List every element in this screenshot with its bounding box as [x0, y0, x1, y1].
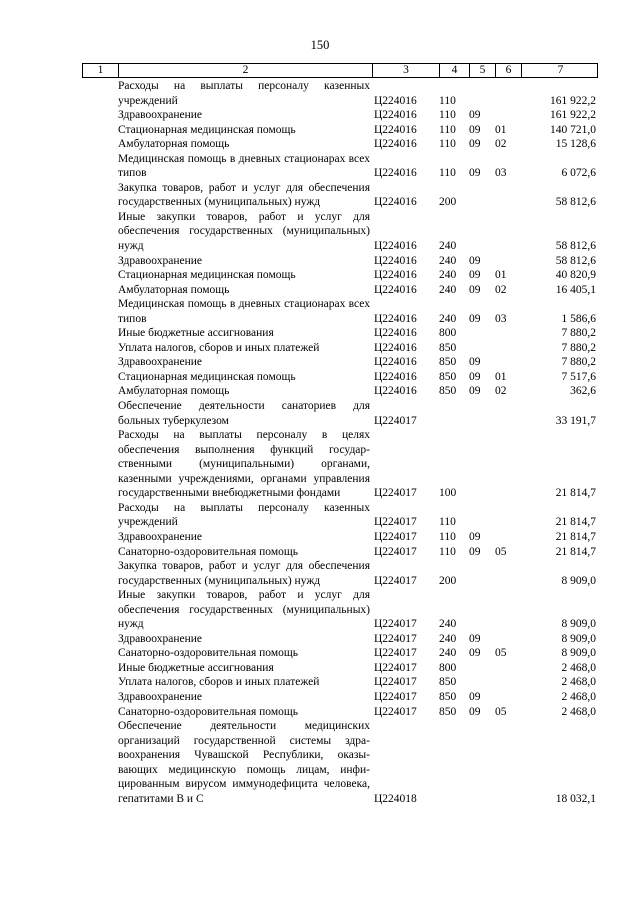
row-rz-cell: 09	[469, 632, 481, 645]
table-row	[82, 297, 598, 326]
row-code-cell: Ц224017	[374, 516, 417, 529]
table-row	[82, 646, 598, 661]
table-row	[82, 384, 598, 399]
table-row	[82, 152, 598, 181]
row-sum-cell: 161 922,2	[550, 94, 596, 107]
row-pr-cell: 05	[495, 705, 507, 718]
row-code-cell: Ц224017	[374, 530, 417, 543]
row-vr-cell: 110	[439, 545, 456, 558]
row-vr-cell: 240	[439, 647, 457, 660]
row-code-cell: Ц224016	[374, 341, 417, 354]
row-sum-cell: 7 880,2	[561, 356, 596, 369]
table-row	[82, 341, 598, 356]
table-row	[82, 283, 598, 298]
row-pr-cell: 01	[495, 123, 507, 136]
row-vr-cell: 850	[439, 690, 457, 703]
table-row	[82, 559, 598, 588]
table-row	[82, 661, 598, 676]
row-vr-cell: 240	[439, 632, 457, 645]
row-rz-cell: 09	[469, 269, 481, 282]
table-row	[82, 705, 598, 720]
row-vr-cell: 110	[439, 516, 456, 529]
row-rz-cell: 09	[469, 123, 481, 136]
row-name-cell: Амбулаторная помощь	[118, 385, 230, 398]
row-pr-cell: 02	[495, 283, 507, 296]
row-name-cell: Иные бюджетные ассигнования	[118, 327, 274, 340]
table-row	[82, 675, 598, 690]
row-vr-cell: 850	[439, 676, 457, 689]
row-pr-cell: 01	[495, 269, 507, 282]
row-code-cell: Ц224017	[374, 676, 417, 689]
row-name-cell: Иные бюджетные ассигнования	[118, 661, 274, 674]
row-vr-cell: 200	[439, 574, 457, 587]
table-row	[82, 268, 598, 283]
row-sum-cell: 8 909,0	[561, 574, 596, 587]
row-rz-cell: 09	[469, 690, 481, 703]
row-code-cell: Ц224016	[374, 327, 417, 340]
row-code-cell: Ц224017	[374, 632, 417, 645]
row-name-cell: Стационарная медицинская помощь	[118, 123, 296, 136]
row-vr-cell: 200	[439, 196, 457, 209]
row-rz-cell: 09	[469, 545, 481, 558]
row-code-cell: Ц224017	[374, 690, 417, 703]
header-col-5: 5	[470, 64, 496, 77]
table-row	[82, 108, 598, 123]
row-sum-cell: 1 586,6	[561, 312, 596, 325]
row-name-cell: Здравоохранение	[118, 254, 203, 267]
row-name-cell: Обеспечение деятельности медицинских организаций государственной системы здравоохранения Чувашской Республики, оказывающих медицинскую помощь лицам, инфицированным вирусом иммунодефицита человека, гепатитами В и С	[118, 720, 370, 805]
row-rz-cell: 09	[469, 254, 481, 267]
row-vr-cell: 850	[439, 341, 457, 354]
row-sum-cell: 2 468,0	[561, 661, 596, 674]
row-vr-cell: 110	[439, 530, 456, 543]
row-sum-cell: 16 405,1	[555, 283, 596, 296]
row-pr-cell: 03	[495, 312, 507, 325]
row-sum-cell: 7 880,2	[561, 327, 596, 340]
row-code-cell: Ц224016	[374, 269, 417, 282]
row-vr-cell: 850	[439, 705, 457, 718]
row-code-cell: Ц224016	[374, 109, 417, 122]
row-sum-cell: 362,6	[570, 385, 596, 398]
header-col-4: 4	[440, 64, 470, 77]
row-rz-cell: 09	[469, 312, 481, 325]
row-vr-cell: 850	[439, 370, 457, 383]
row-name-cell: Уплата налогов, сборов и иных платежей	[118, 341, 320, 354]
row-name-cell: Расходы на выплаты персоналу казенных учреждений	[118, 80, 370, 107]
row-vr-cell: 240	[439, 240, 457, 253]
row-code-cell: Ц224016	[374, 312, 417, 325]
row-sum-cell: 2 468,0	[561, 705, 596, 718]
row-sum-cell: 21 814,7	[555, 487, 596, 500]
row-vr-cell: 110	[439, 94, 456, 107]
table-row	[82, 370, 598, 385]
row-sum-cell: 58 812,6	[555, 240, 596, 253]
row-name-cell: Амбулаторная помощь	[118, 138, 230, 151]
row-pr-cell: 01	[495, 370, 507, 383]
row-sum-cell: 58 812,6	[555, 196, 596, 209]
row-pr-cell: 05	[495, 647, 507, 660]
row-name-cell: Стационарная медицинская помощь	[118, 370, 296, 383]
table-header	[82, 63, 598, 78]
row-sum-cell: 18 032,1	[555, 792, 596, 805]
row-code-cell: Ц224016	[374, 196, 417, 209]
row-code-cell: Ц224016	[374, 254, 417, 267]
row-pr-cell: 02	[495, 385, 507, 398]
table-row	[82, 719, 598, 806]
row-code-cell: Ц224017	[374, 618, 417, 631]
row-vr-cell: 240	[439, 618, 457, 631]
row-sum-cell: 140 721,0	[550, 123, 596, 136]
row-sum-cell: 15 128,6	[555, 138, 596, 151]
row-vr-cell: 850	[439, 356, 457, 369]
row-vr-cell: 110	[439, 167, 456, 180]
row-sum-cell: 21 814,7	[555, 516, 596, 529]
row-sum-cell: 7 517,6	[561, 370, 596, 383]
row-name-cell: Расходы на выплаты персоналу казенных учреждений	[118, 501, 370, 529]
row-sum-cell: 161 922,2	[550, 109, 596, 122]
row-name-cell: Медицинская помощь в дневных стационарах всех типов	[118, 152, 370, 180]
row-rz-cell: 09	[469, 138, 481, 151]
header-col-6: 6	[496, 64, 522, 77]
row-pr-cell: 03	[495, 167, 507, 180]
row-sum-cell: 6 072,6	[561, 167, 596, 180]
row-vr-cell: 240	[439, 283, 457, 296]
row-rz-cell: 09	[469, 356, 481, 369]
row-name-cell: Здравоохранение	[118, 690, 203, 703]
row-code-cell: Ц224016	[374, 356, 417, 369]
row-name-cell: Здравоохранение	[118, 530, 203, 543]
row-rz-cell: 09	[469, 283, 481, 296]
row-code-cell: Ц224016	[374, 167, 417, 180]
row-code-cell: Ц224016	[374, 94, 417, 107]
table-body	[82, 79, 598, 806]
row-sum-cell: 33 191,7	[555, 414, 596, 427]
table-row	[82, 326, 598, 341]
row-code-cell: Ц224017	[374, 545, 417, 558]
row-vr-cell: 100	[439, 487, 457, 500]
header-col-1: 1	[83, 64, 119, 77]
row-name-cell: Санаторно-оздоровительная помощь	[118, 545, 298, 558]
row-vr-cell: 110	[439, 138, 456, 151]
row-vr-cell: 240	[439, 269, 457, 282]
header-col-3: 3	[373, 64, 440, 77]
row-rz-cell: 09	[469, 385, 481, 398]
row-name-cell: Уплата налогов, сборов и иных платежей	[118, 676, 320, 689]
table-row	[82, 355, 598, 370]
table-row	[82, 399, 598, 428]
table-row	[82, 690, 598, 705]
table-row	[82, 181, 598, 210]
table-row	[82, 501, 598, 530]
row-name-cell: Медицинская помощь в дневных стационарах всех типов	[118, 298, 370, 325]
table-row	[82, 123, 598, 138]
header-col-2: 2	[119, 64, 373, 77]
row-vr-cell: 850	[439, 385, 457, 398]
row-rz-cell: 09	[469, 370, 481, 383]
row-vr-cell: 800	[439, 661, 457, 674]
row-pr-cell: 05	[495, 545, 507, 558]
row-code-cell: Ц224017	[374, 705, 417, 718]
row-code-cell: Ц224016	[374, 385, 417, 398]
header-col-7: 7	[557, 64, 564, 76]
table-row	[82, 588, 598, 632]
row-vr-cell: 110	[439, 109, 456, 122]
row-vr-cell: 800	[439, 327, 457, 340]
row-name-cell: Амбулаторная помощь	[118, 283, 230, 296]
row-code-cell: Ц224017	[374, 661, 417, 674]
table-row	[82, 632, 598, 647]
row-name-cell: Здравоохранение	[118, 632, 203, 645]
table-row	[82, 137, 598, 152]
row-rz-cell: 09	[469, 705, 481, 718]
table-row	[82, 79, 598, 108]
row-name-cell: Расходы на выплаты персоналу в целях обеспечения выполнения функций государственными (муниципальными) органами, казенными учреждениями, органами управления государственными внебюджетными фондами	[118, 429, 370, 500]
row-vr-cell: 240	[439, 254, 457, 267]
row-sum-cell: 2 468,0	[561, 690, 596, 703]
row-sum-cell: 40 820,9	[555, 269, 596, 282]
row-sum-cell: 8 909,0	[561, 618, 596, 631]
row-sum-cell: 2 468,0	[561, 676, 596, 689]
row-name-cell: Стационарная медицинская помощь	[118, 269, 296, 282]
row-rz-cell: 09	[469, 167, 481, 180]
table-row	[82, 254, 598, 269]
page-number: 150	[310, 38, 330, 52]
row-code-cell: Ц224016	[374, 370, 417, 383]
budget-table	[82, 63, 598, 806]
row-sum-cell: 58 812,6	[555, 254, 596, 267]
row-name-cell: Обеспечение деятельности санаториев для больных туберкулезом	[118, 400, 370, 427]
row-code-cell: Ц224018	[374, 792, 417, 805]
row-code-cell: Ц224017	[374, 647, 417, 660]
row-sum-cell: 8 909,0	[561, 632, 596, 645]
row-sum-cell: 8 909,0	[561, 647, 596, 660]
row-sum-cell: 7 880,2	[561, 341, 596, 354]
row-sum-cell: 21 814,7	[555, 545, 596, 558]
row-name-cell: Санаторно-оздоровительная помощь	[118, 705, 298, 718]
row-code-cell: Ц224017	[374, 487, 417, 500]
row-name-cell: Закупка товаров, работ и услуг для обеспечения государственных (муниципальных) нужд	[118, 181, 370, 209]
row-vr-cell: 240	[439, 312, 457, 325]
row-name-cell: Закупка товаров, работ и услуг для обеспечения государственных (муниципальных) нужд	[118, 560, 370, 587]
row-name-cell: Здравоохранение	[118, 109, 203, 122]
row-sum-cell: 21 814,7	[555, 530, 596, 543]
row-pr-cell: 02	[495, 138, 507, 151]
table-row	[82, 428, 598, 501]
row-code-cell: Ц224016	[374, 138, 417, 151]
row-name-cell: Иные закупки товаров, работ и услуг для обеспечения государственных (муниципальных) нужд	[118, 210, 370, 253]
table-row	[82, 210, 598, 254]
row-code-cell: Ц224016	[374, 283, 417, 296]
row-code-cell: Ц224016	[374, 240, 417, 253]
row-code-cell: Ц224017	[374, 574, 417, 587]
row-rz-cell: 09	[469, 647, 481, 660]
table-row	[82, 545, 598, 560]
row-name-cell: Иные закупки товаров, работ и услуг для обеспечения государственных (муниципальных) нужд	[118, 589, 370, 631]
row-name-cell: Здравоохранение	[118, 356, 203, 369]
row-vr-cell: 110	[439, 123, 456, 136]
row-code-cell: Ц224017	[374, 414, 417, 427]
row-rz-cell: 09	[469, 530, 481, 543]
table-row	[82, 530, 598, 545]
row-code-cell: Ц224016	[374, 123, 417, 136]
row-name-cell: Санаторно-оздоровительная помощь	[118, 647, 298, 660]
row-rz-cell: 09	[469, 109, 481, 122]
